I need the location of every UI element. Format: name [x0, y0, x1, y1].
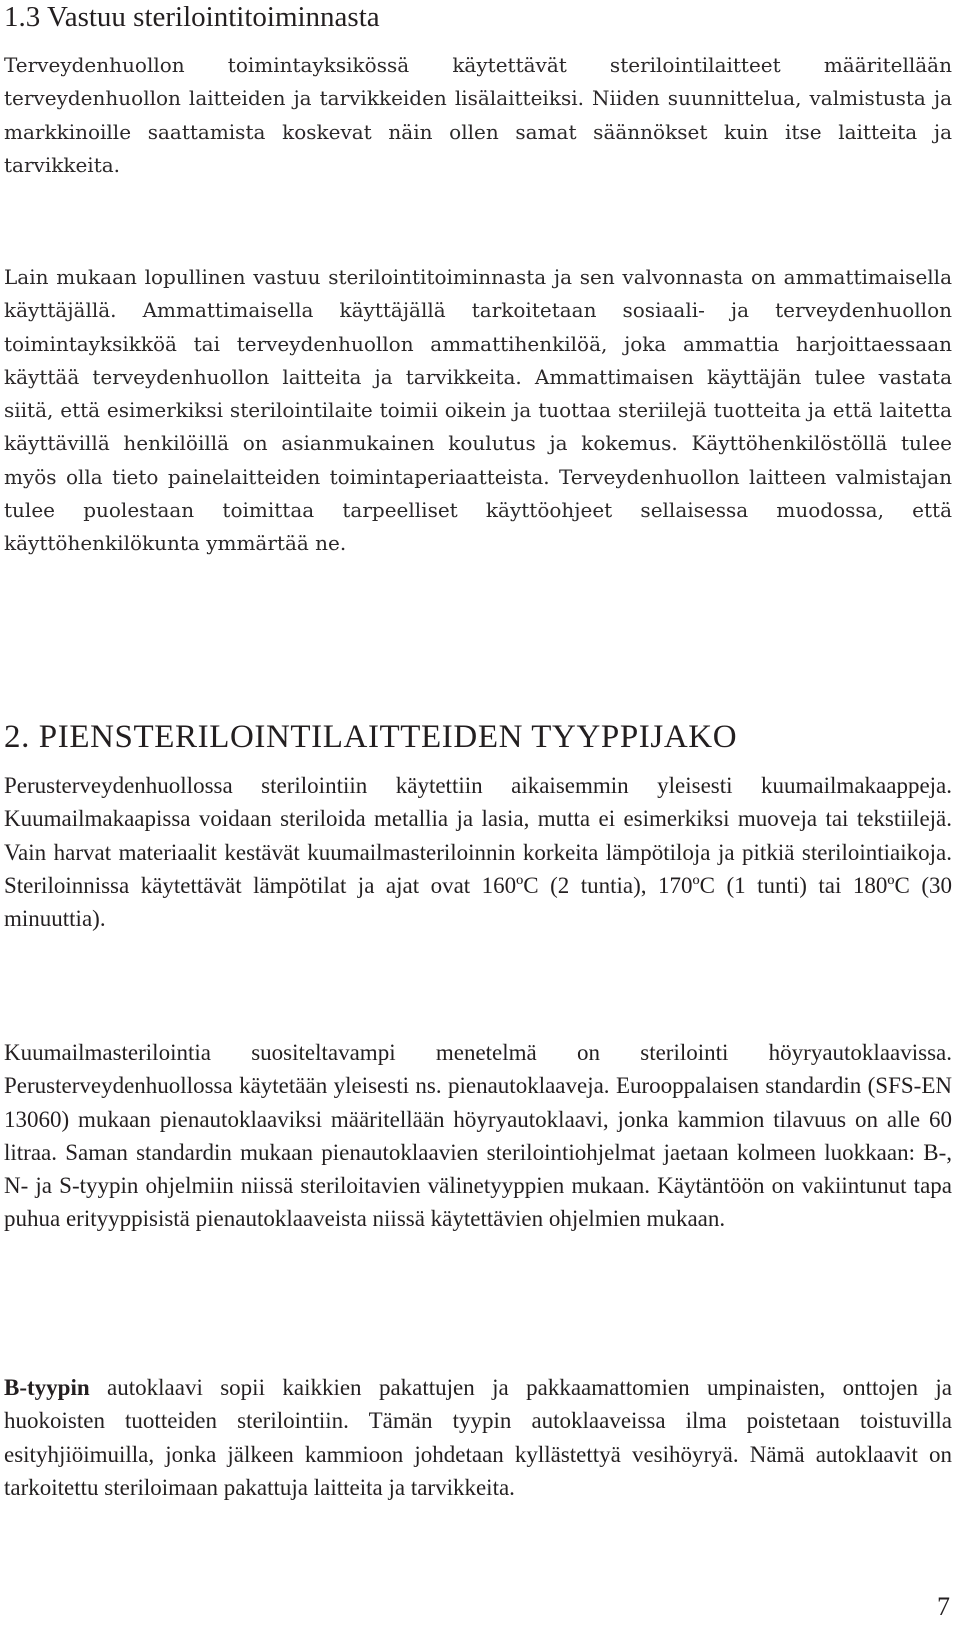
- section-heading: 1.3 Vastuu sterilointitoiminnasta: [4, 1, 380, 33]
- btype-paragraph: [4, 1371, 952, 1504]
- chapter-paragraph-2: Kuumailmasterilointia suositeltavampi menetelmä on sterilointi höyryautoklaavissa. Perusterveydenhuollossa käytetään yleisesti ns. pienautoklaaveja. Eurooppalaisen standardin (SFS-EN 13060) mukaan pienautoklaaviksi määritellään höyryautoklaavi, jonka kammion tilavuus on alle 60 litraa. Saman standardin mukaan pienautoklaavien sterilointiohjelmat jaetaan kolmeen luokkaan: B-, N- ja S-tyypin ohjelmiin niissä steriloitavien välinetyyppien mukaan. Käytäntöön on vakiintunut tapa puhua erityyppisistä pienautoklaaveista niissä käytettävien ohjelmien mukaan.: [4, 1040, 952, 1232]
- chapter-heading: 2. PIENSTERILOINTILAITTEIDEN TYYPPIJAKO: [4, 719, 738, 755]
- chapter-paragraph-1: Perusterveydenhuollossa sterilointiin käytettiin aikaisemmin yleisesti kuumailmakaappeja. Kuumailmakaapissa voidaan steriloida metallia ja lasia, mutta ei esimerkiksi muoveja tai tekstiilejä. Vain harvat materiaalit kestävät kuumailmasteriloinnin korkeita lämpötiloja ja pitkiä sterilointiaikoja. Steriloinnissa käytettävät lämpötilat ja ajat ovat 160ºC (2 tuntia), 170ºC (1 tunti) tai 180ºC (30 minuuttia).: [4, 773, 952, 932]
- section-paragraph-2: Lain mukaan lopullinen vastuu sterilointitoiminnasta ja sen valvonnasta on ammattimaisella käyttäjällä. Ammattimaisella käyttäjällä tarkoitetaan sosiaali- ja terveydenhuollon toimintayksikköä tai terveydenhuollon ammattihenkilöä, joka ammattia harjoittaessaan käyttää terveydenhuollon laitteita ja tarvikkeita. Ammattimaisen käyttäjän tulee vastata siitä, että esimerkiksi sterilointilaite toimii oikein ja tuottaa steriilejä tuotteita ja että laitetta käyttävillä henkilöillä on asianmukainen koulutus ja kokemus. Käyttöhenkilöstöllä tulee myös olla tieto painelaitteiden toimintaperiaatteista. Terveydenhuollon laitteen valmistajan tulee puolestaan toimittaa tarpeelliset käyttöohjeet sellaisessa muodossa, että käyttöhenkilökunta ymmärtää ne.: [4, 265, 952, 556]
- section-paragraph-1: Terveydenhuollon toimintayksikössä käytettävät sterilointilaitteet määritellään terveydenhuollon laitteiden ja tarvikkeiden lisälaitteiksi. Niiden suunnittelua, valmistusta ja markkinoille saattamista koskevat näin ollen samat säännökset kuin itse laitteita ja tarvikkeita.: [4, 53, 952, 177]
- btype-lead: B-tyypin: [4, 1375, 90, 1400]
- btype-text: autoklaavi sopii kaikkien pakattujen ja pakkaamattomien umpinaisten, onttojen ja huokoisten tuotteiden sterilointiin. Tämän tyypin autoklaaveissa ilma poistetaan toistuvilla esityhjiöimuilla, jonka jälkeen kammioon johdetaan kyllästettyä vesihöyryä. Nämä autoklaavit on tarkoitettu steriloimaan pakattuja laitteita ja tarvikkeita.: [4, 1375, 952, 1500]
- page-number: 7: [937, 1592, 950, 1621]
